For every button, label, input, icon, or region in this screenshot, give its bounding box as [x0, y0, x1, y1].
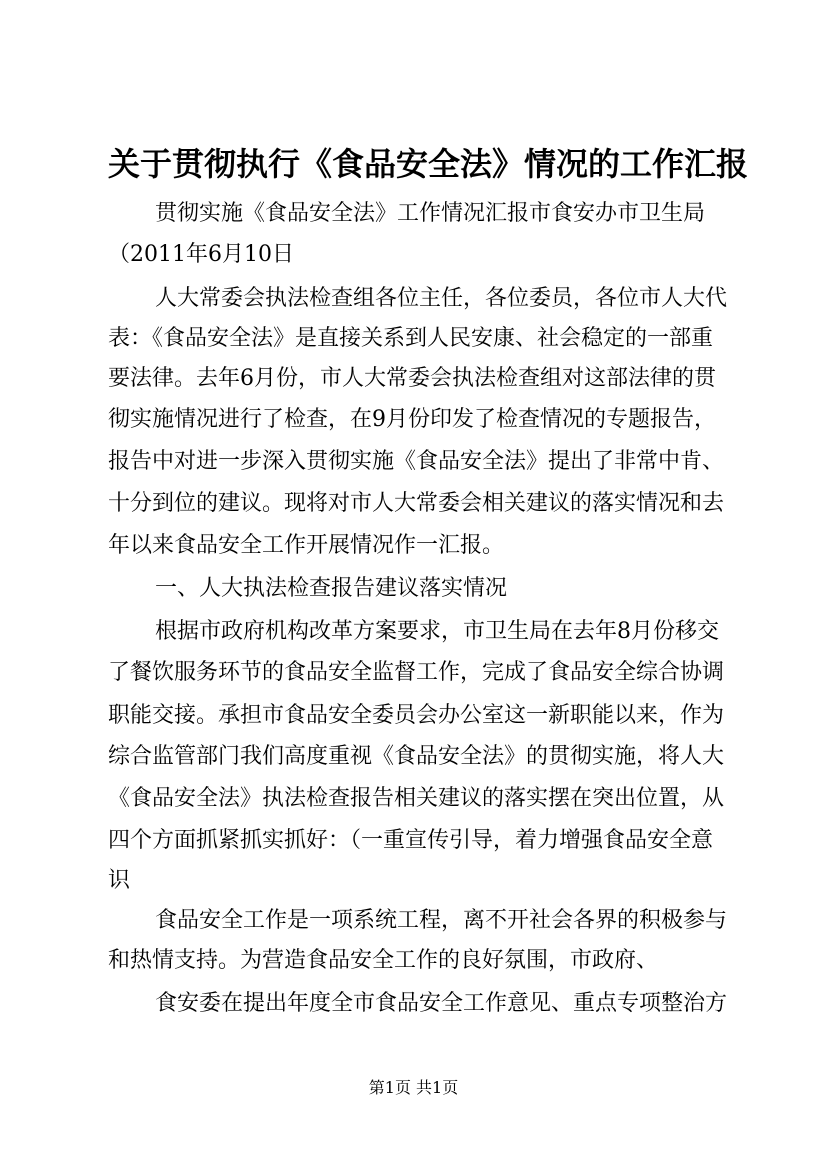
body-line: 职能交接。承担市食品安全委员会办公室这一新职能以来，作为	[108, 703, 725, 728]
body-line: 四个方面抓紧抓实抓好：（一重宣传引导，着力增强食品安全意	[108, 828, 714, 853]
body-line: 食品安全工作是一项系统工程，离不开社会各界的积极参与	[155, 908, 728, 933]
body-line: 和热情支持。为营造食品安全工作的良好氛围，市政府、	[108, 948, 659, 973]
body-line: 十分到位的建议。现将对市人大常委会相关建议的落实情况和去	[108, 491, 725, 516]
body-line: 人大常委会执法检查组各位主任，各位委员，各位市人大代	[155, 286, 728, 311]
document-title: 关于贯彻执行《食品安全法》情况的工作汇报	[108, 145, 749, 183]
body-line: 食安委在提出年度全市食品安全工作意见、重点专项整治方	[155, 991, 728, 1016]
body-line: 年以来食品安全工作开展情况作一汇报。	[108, 533, 505, 558]
body-line: 报告中对进一步深入贯彻实施《食品安全法》提出了非常中肯、	[108, 449, 725, 474]
body-line: 彻实施情况进行了检查，在9月份印发了检查情况的专题报告，	[108, 407, 716, 432]
body-line: 根据市政府机构改革方案要求，市卫生局在去年8月份移交	[155, 619, 719, 644]
body-line: 了餐饮服务环节的食品安全监督工作，完成了食品安全综合协调	[108, 660, 725, 685]
section-heading: 一、人大执法检查报告建议落实情况	[155, 576, 508, 601]
page-footer: 第1页 共1页	[368, 1078, 459, 1097]
body-line: 识	[108, 868, 131, 893]
date-line: （2011年6月10日	[108, 242, 294, 267]
body-line: 《食品安全法》执法检查报告相关建议的落实摆在突出位置，从	[108, 786, 725, 811]
body-line: 综合监管部门我们高度重视《食品安全法》的贯彻实施，将人大	[108, 744, 725, 769]
body-line: 表：《食品安全法》是直接关系到人民安康、社会稳定的一部重	[108, 326, 714, 351]
body-line: 要法律。去年6月份，市人大常委会执法检查组对这部法律的贯	[108, 366, 716, 391]
subtitle-line: 贯彻实施《食品安全法》工作情况汇报市食安办市卫生局	[155, 201, 706, 226]
